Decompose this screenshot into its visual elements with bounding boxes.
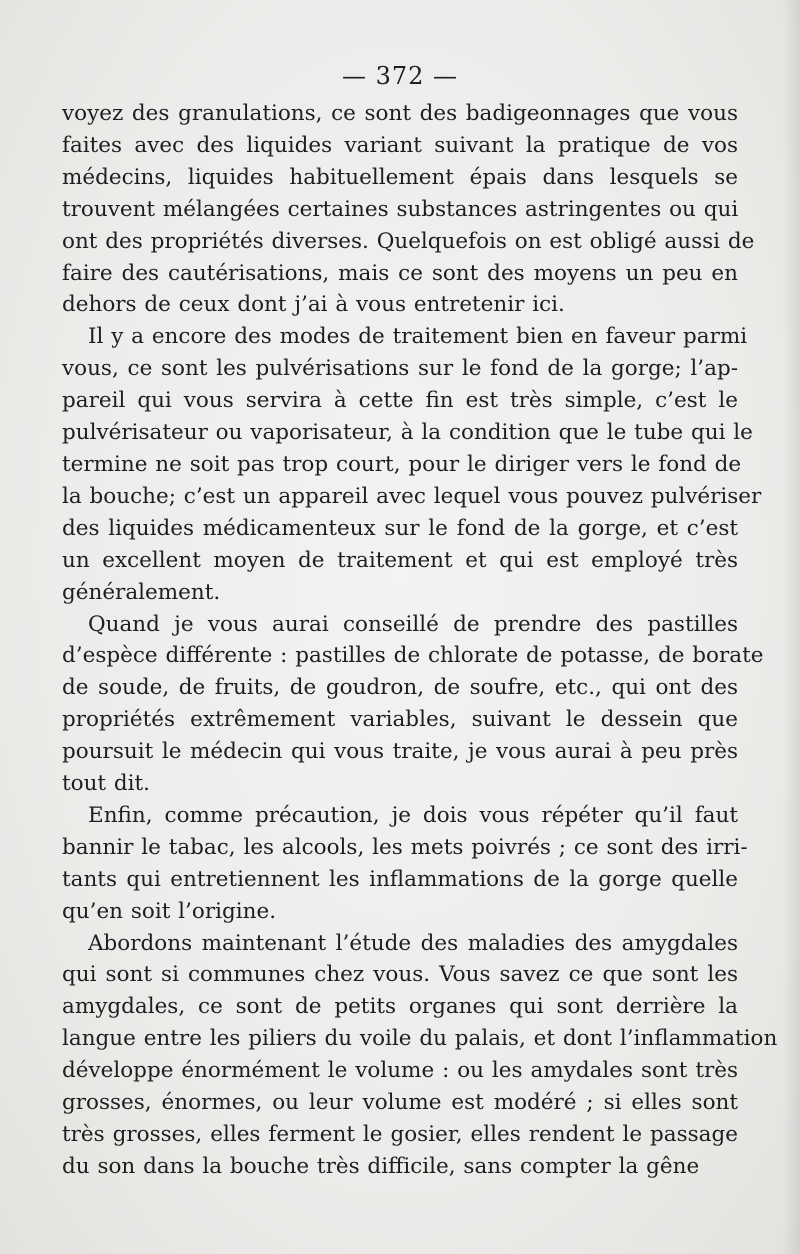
text-line: trouvent mélangées certaines substances astringentes ou qui <box>62 196 739 222</box>
text-line: médecins, liquides habituellement épais dans lesquels se <box>62 164 738 190</box>
text-line: voyez des granulations, ce sont des badigeonnages que vous <box>62 101 738 126</box>
text-line: Enfin, comme précaution, je dois vous répéter qu’il faut <box>88 802 738 828</box>
paragraph <box>62 321 762 608</box>
text-line: des liquides médicamenteux sur le fond de la gorge, et c’est <box>62 515 738 541</box>
text-line: développe énormément le volume : ou les amydales sont très <box>62 1058 738 1084</box>
text-line: pareil qui vous servira à cette fin est très simple, c’est le <box>62 388 738 414</box>
text-line: faire des cautérisations, mais ce sont des moyens un peu en <box>62 260 738 286</box>
paragraph <box>62 928 778 1183</box>
paragraph <box>62 800 748 928</box>
text-line: propriétés extrêmement variables, suivant le dessein que <box>62 707 738 733</box>
paragraph <box>62 609 764 800</box>
text-line: du son dans la bouche très difficile, sans compter la gêne <box>62 1153 700 1179</box>
text-line: qui sont si communes chez vous. Vous savez ce que sont les <box>62 962 738 988</box>
text-line: de soude, de fruits, de goudron, de soufre, etc., qui ont des <box>62 675 738 701</box>
text-line: bannir le tabac, les alcools, les mets poivrés ; ce sont des irri- <box>62 834 748 860</box>
text-line: grosses, énormes, ou leur volume est modéré ; si elles sont <box>62 1090 738 1116</box>
text-line: la bouche; c’est un appareil avec lequel vous pouvez pulvériser <box>62 483 762 509</box>
text-line: d’espèce différente : pastilles de chlorate de potasse, de borate <box>62 643 764 669</box>
text-line: vous, ce sont les pulvérisations sur le fond de la gorge; l’ap- <box>62 356 738 382</box>
text-line: dehors de ceux dont j’ai à vous entretenir ici. <box>62 292 565 318</box>
page-edge-shadow <box>782 0 800 1254</box>
text-line: Quand je vous aurai conseillé de prendre des pastilles <box>88 611 738 637</box>
text-line: Abordons maintenant l’étude des maladies des amygdales <box>88 930 738 956</box>
paragraph <box>62 98 755 321</box>
text-line: faites avec des liquides variant suivant la pratique de vos <box>62 132 738 158</box>
text-line: poursuit le médecin qui vous traite, je vous aurai à peu près <box>62 739 738 765</box>
text-line: Il y a encore des modes de traitement bien en faveur parmi <box>88 324 748 350</box>
text-line: qu’en soit l’origine. <box>62 898 277 924</box>
body-text <box>62 98 778 1183</box>
text-line: très grosses, elles ferment le gosier, elles rendent le passage <box>62 1122 738 1147</box>
text-line: amygdales, ce sont de petits organes qui sont derrière la <box>62 994 738 1020</box>
text-line: termine ne soit pas trop court, pour le diriger vers le fond de <box>62 451 742 477</box>
text-line: tants qui entretiennent les inflammations de la gorge quelle <box>62 866 738 892</box>
text-line: tout dit. <box>62 771 151 797</box>
text-line: généralement. <box>62 579 221 605</box>
page-number: — 372 — <box>341 62 459 90</box>
text-line: ont des propriétés diverses. Quelquefois on est obligé aussi de <box>62 228 755 254</box>
text-line: langue entre les piliers du voile du palais, et dont l’inflammation <box>62 1026 778 1052</box>
text-line: pulvérisateur ou vaporisateur, à la condition que le tube qui le <box>62 420 753 446</box>
text-line: un excellent moyen de traitement et qui est employé très <box>62 547 738 573</box>
